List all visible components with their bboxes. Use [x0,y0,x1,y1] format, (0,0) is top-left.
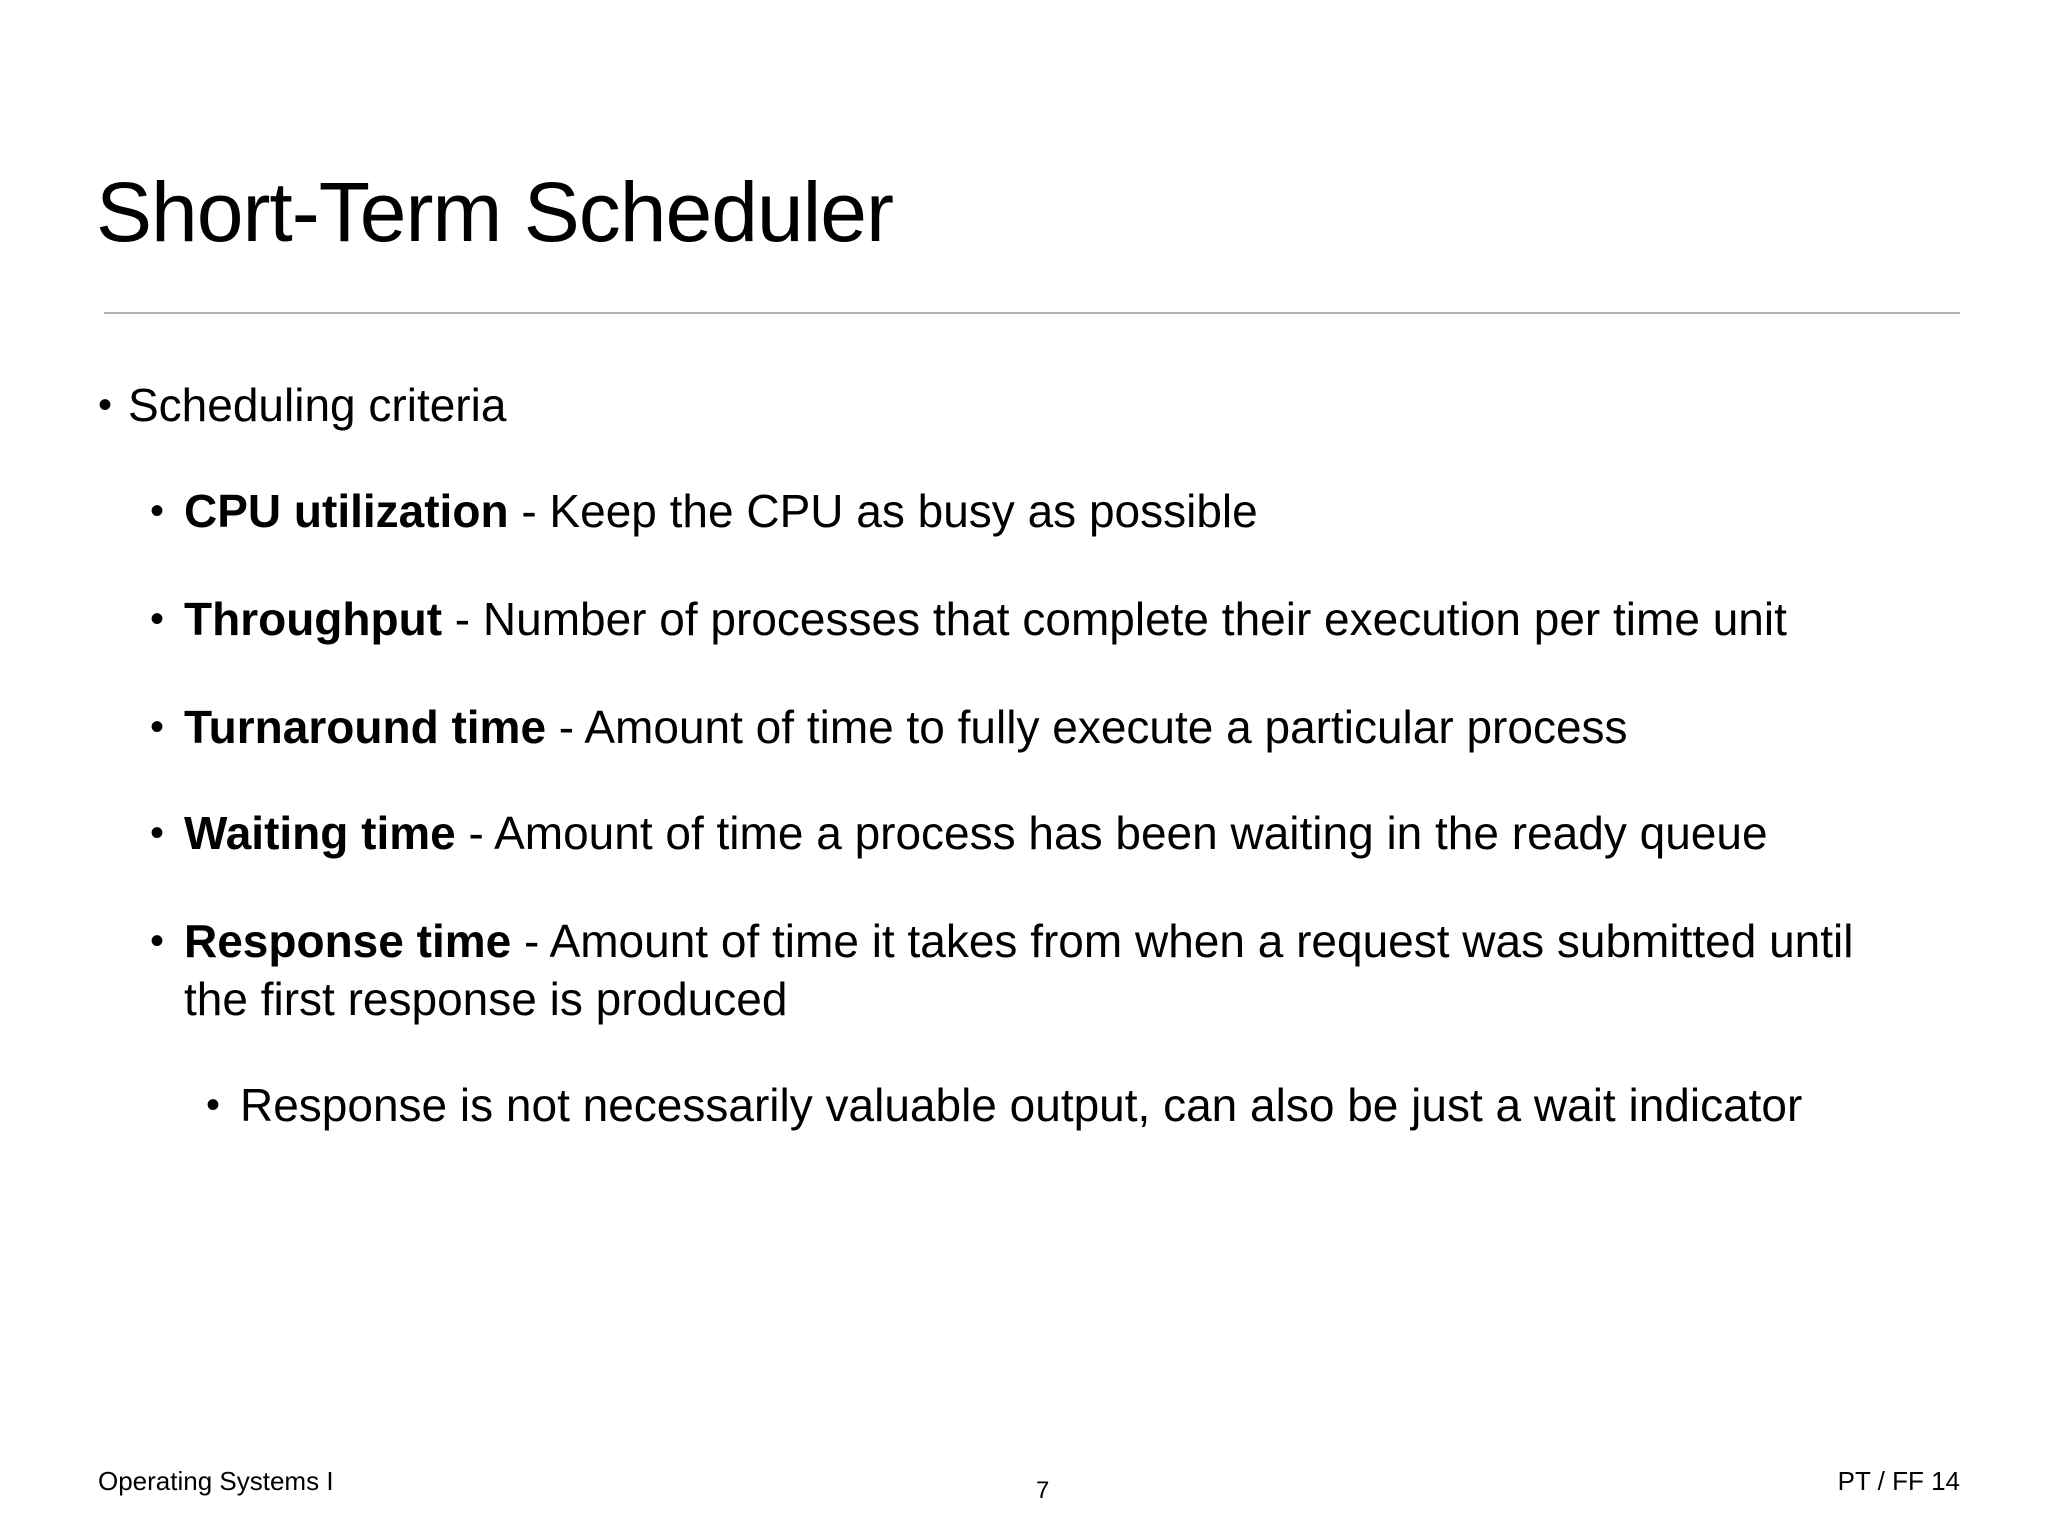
bullet-dot: • [150,489,165,533]
bullet-dot: • [150,811,165,855]
bullet-waiting-time [150,804,1768,862]
bullet-throughput [150,590,1787,648]
bullet-response-note [206,1076,1803,1134]
footer-page-number: 7 [1036,1477,1050,1504]
footer-course: Operating Systems I [98,1466,334,1496]
bullet-text: Response is not necessarily valuable output, can also be just a wait indicator [240,1079,1803,1131]
criterion-description: - Number of processes that complete their execution per time unit [442,593,1787,645]
bullet-dot: • [98,383,113,427]
bullet-cpu-utilization [150,482,1258,540]
criterion-term: Waiting time [184,807,456,859]
bullet-text: Scheduling criteria [128,379,507,431]
criterion-description: - Amount of time to fully execute a particular process [546,701,1628,753]
criterion-description: - Keep the CPU as busy as possible [508,485,1258,537]
bullet-dot: • [206,1083,221,1127]
footer-author: PT / FF 14 [1837,1466,1960,1496]
bullet-dot: • [150,597,165,641]
slide-title: Short-Term Scheduler [96,165,893,259]
criterion-term: CPU utilization [184,485,509,537]
criterion-description-continued: the first response is produced [184,973,788,1025]
title-divider [104,312,1960,314]
criterion-description: - Amount of time it takes from when a request was submitted until [511,915,1854,967]
bullet-turnaround-time [150,698,1628,756]
bullet-dot: • [150,705,165,749]
criterion-term: Response time [184,915,512,967]
bullet-response-time [150,912,1854,1028]
criterion-term: Throughput [184,593,443,645]
criterion-description: - Amount of time a process has been waiting in the ready queue [455,807,1768,859]
bullet-dot: • [150,919,165,963]
criterion-term: Turnaround time [184,701,547,753]
bullet-scheduling-criteria [98,376,507,434]
